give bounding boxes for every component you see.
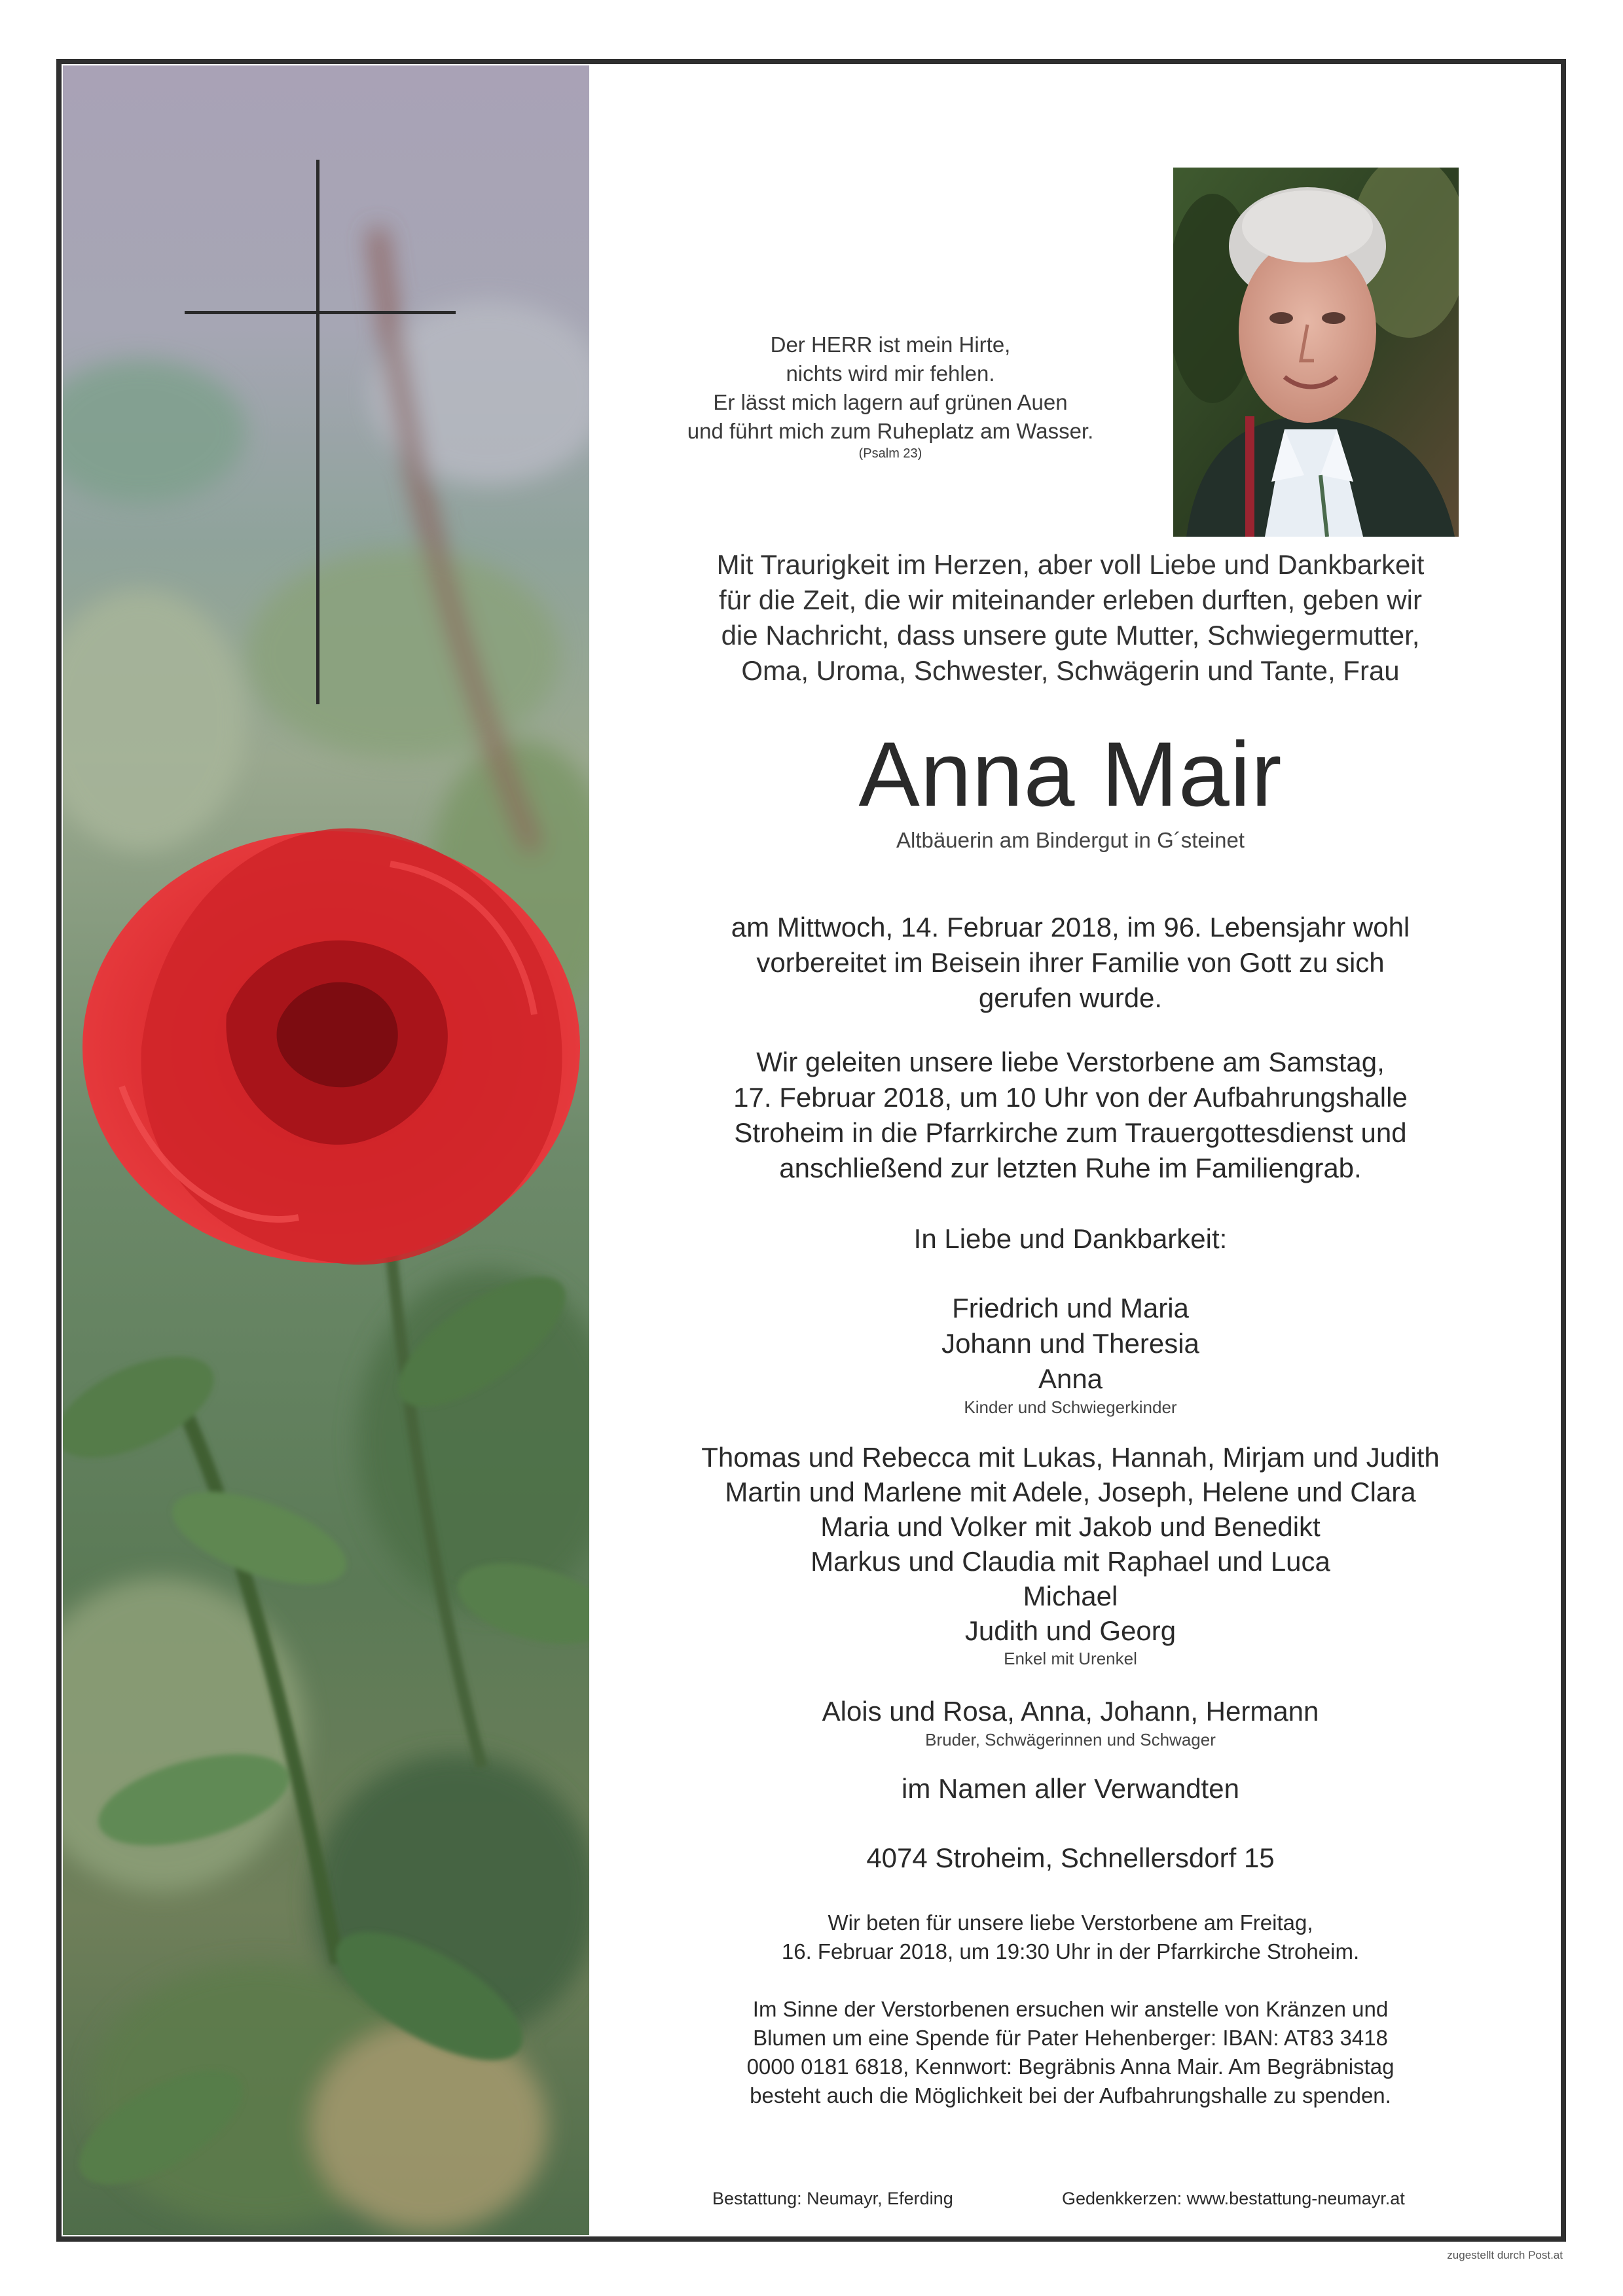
prayer-line: Wir beten für unsere liebe Verstorbene am Freitag, (828, 1910, 1313, 1935)
grandchildren-caption: Enkel mit Urenkel (1004, 1649, 1137, 1668)
funeral-line: Wir geleiten unsere liebe Verstorbene am Samstag, (756, 1047, 1385, 1077)
psalm-line: Er lässt mich lagern auf grünen Auen (713, 390, 1068, 414)
rose-illustration (63, 65, 589, 2235)
child-name: Anna (1038, 1363, 1103, 1394)
portrait-photo (1173, 168, 1459, 537)
death-notice (661, 910, 1480, 1016)
portrait-illustration (1173, 168, 1459, 537)
funeral-line: anschließend zur letzten Ruhe im Familiengrab. (779, 1153, 1362, 1183)
psalm-line: nichts wird mir fehlen. (786, 361, 995, 386)
funeral-notice (661, 1045, 1480, 1186)
grandchildren-list (661, 1440, 1480, 1669)
grandchild-entry: Martin und Marlene mit Adele, Joseph, Helene und Clara (725, 1477, 1416, 1507)
siblings-caption: Bruder, Schwägerinnen und Schwager (925, 1730, 1216, 1749)
child-name: Johann und Theresia (941, 1328, 1199, 1359)
grandchild-entry: Thomas und Rebecca mit Lukas, Hannah, Mirjam und Judith (701, 1442, 1440, 1473)
donation-line: 0000 0181 6818, Kennwort: Begräbnis Anna Mair. Am Begräbnistag (746, 2054, 1395, 2079)
death-line: am Mittwoch, 14. Februar 2018, im 96. Lebensjahr wohl (731, 912, 1410, 942)
deceased-title: Altbäuerin am Bindergut in G´steinet (896, 828, 1245, 852)
intro-line: für die Zeit, die wir miteinander erleben durften, geben wir (719, 584, 1422, 615)
intro-text (661, 547, 1480, 689)
rose-photo (63, 65, 589, 2235)
grandchild-entry: Michael (1023, 1581, 1118, 1611)
psalm-quote (655, 331, 1126, 461)
intro-line: Oma, Uroma, Schwester, Schwägerin und Tante, Frau (741, 655, 1400, 686)
grandchild-entry: Markus und Claudia mit Raphael und Luca (811, 1546, 1330, 1577)
siblings-names: Alois und Rosa, Anna, Johann, Hermann (822, 1696, 1319, 1727)
memorial-candles-link[interactable]: Gedenkkerzen: www.bestattung-neumayr.at (1062, 2189, 1405, 2208)
death-line: gerufen wurde. (978, 982, 1163, 1013)
funeral-home-credit: Bestattung: Neumayr, Eferding (712, 2189, 953, 2208)
psalm-reference: (Psalm 23) (858, 446, 922, 461)
deceased-name: Anna Mair (858, 723, 1283, 825)
prayer-notice (661, 1909, 1480, 1966)
family-address: 4074 Stroheim, Schnellersdorf 15 (866, 1842, 1275, 1873)
intro-line: Mit Traurigkeit im Herzen, aber voll Liebe und Dankbarkeit (716, 549, 1425, 580)
donation-line: Im Sinne der Verstorbenen ersuchen wir anstelle von Kränzen und (752, 1997, 1389, 2021)
donation-line: besteht auch die Möglichkeit bei der Aufbahrungshalle zu spenden. (750, 2083, 1391, 2108)
intro-line: die Nachricht, dass unsere gute Mutter, Schwiegermutter, (721, 620, 1420, 651)
donation-line: Blumen um eine Spende für Pater Hehenberger: IBAN: AT83 3418 (753, 2026, 1388, 2050)
grandchild-entry: Judith und Georg (964, 1615, 1176, 1646)
psalm-line: Der HERR ist mein Hirte, (770, 332, 1011, 357)
donation-notice (661, 1995, 1480, 2110)
death-line: vorbereitet im Beisein ihrer Familie von Gott zu sich (756, 947, 1385, 978)
children-caption: Kinder und Schwiegerkinder (964, 1397, 1177, 1417)
prayer-line: 16. Februar 2018, um 19:30 Uhr in der Pfarrkirche Stroheim. (781, 1939, 1360, 1964)
funeral-line: 17. Februar 2018, um 10 Uhr von der Aufbahrungshalle (733, 1082, 1408, 1113)
thanks-line: In Liebe und Dankbarkeit: (913, 1223, 1228, 1254)
children-list (661, 1291, 1480, 1418)
grandchild-entry: Maria und Volker mit Jakob und Benedikt (820, 1511, 1321, 1542)
postal-note: zugestellt durch Post.at (1447, 2249, 1563, 2261)
psalm-line: und führt mich zum Ruheplatz am Wasser. (687, 419, 1094, 443)
siblings-list (661, 1694, 1480, 1750)
child-name: Friedrich und Maria (952, 1293, 1189, 1323)
funeral-line: Stroheim in die Pfarrkirche zum Trauergottesdienst und (734, 1117, 1407, 1148)
relatives-line: im Namen aller Verwandten (902, 1773, 1239, 1804)
